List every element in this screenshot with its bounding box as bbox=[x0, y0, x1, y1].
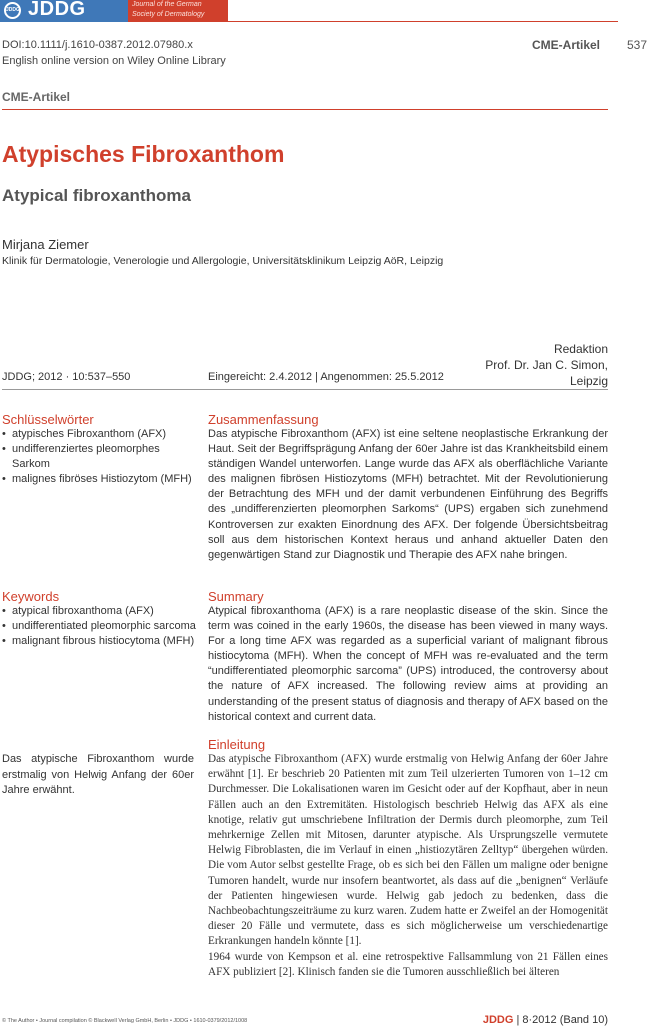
keyword-item: • undifferenziertes pleomorphes Sarkom bbox=[2, 442, 197, 472]
footer-issue: | 8·2012 (Band 10) bbox=[516, 1014, 608, 1026]
masthead-rule bbox=[228, 21, 618, 22]
journal-name-line2: Society of Dermatology bbox=[132, 11, 205, 18]
logo-blue-band bbox=[0, 0, 128, 22]
keywords-de-heading: Schlüsselwörter bbox=[2, 412, 94, 427]
society-seal-icon: JDDG bbox=[4, 2, 21, 19]
author-affiliation: Klinik für Dermatologie, Venerologie und Allergologie, Universitätsklinikum Leipzig AöR, Leipzig bbox=[2, 255, 444, 267]
keywords-en-heading: Keywords bbox=[2, 589, 60, 604]
running-head-category: CME-Artikel bbox=[532, 38, 601, 52]
abstract-en-heading: Summary bbox=[208, 589, 264, 604]
editor-label: Redaktion bbox=[553, 342, 608, 356]
keywords-de bbox=[2, 412, 197, 487]
editor-city: Leipzig bbox=[569, 374, 608, 388]
section-rule bbox=[2, 109, 608, 110]
page-number: 537 bbox=[627, 38, 648, 52]
keyword-item: • undifferentiated pleomorphic sarcoma bbox=[2, 619, 197, 634]
margin-pull-quote: Das atypische Fibroxanthom wurde erstmalig von Helwig Anfang der 60er Jahre erwähnt. bbox=[2, 753, 194, 796]
abstract-de-text: Das atypische Fibroxanthom (AFX) ist eine seltene neoplastische Erkrankung der Haut. Seit der Begriffsprägung Anfang der 60er Jahre ist das Krankheitsbild einem ständigen Wandel unterworfen. Lange wurde das AFX als oberflächliche Variante des malignen fibrösen Histiozytoms (MFH) betrachtet. Mit der Revolutionierung der Betrachtung des MFH und der damit verbundenen Einführung des Begriffs des „undifferenzierten pleomorphen Sarkoms“ (UPS) ergaben sich zunehmend Kontroversen zur exakten Einordnung des AFX. Der folgende Übersichtsbeitrag soll aus dem historischen Kontext heraus und anhand aktueller Daten den gegenwärtigen Stand zur Diagnostik und Therapie des AFX nahe bringen. bbox=[208, 428, 608, 561]
keywords-en-list bbox=[2, 604, 197, 649]
keyword-item: • malignant fibrous histiocytoma (MFH) bbox=[2, 634, 197, 649]
header-divider bbox=[2, 389, 608, 390]
abstract-de bbox=[208, 412, 608, 563]
section-label: CME-Artikel bbox=[2, 90, 71, 104]
footer-copyright: © The Author • Journal compilation © Blackwell Verlag GmbH, Berlin • JDDG • 1610-0379/2012/1008 bbox=[2, 1018, 248, 1024]
journal-masthead bbox=[0, 0, 618, 22]
introduction-heading: Einleitung bbox=[208, 737, 266, 752]
keyword-item: • atypisches Fibroxanthom (AFX) bbox=[2, 427, 197, 442]
keywords-de-list bbox=[2, 427, 197, 487]
introduction-paragraph: Das atypische Fibroxanthom (AFX) wurde erstmalig von Helwig Anfang der 60er Jahre erwähnt [1]. Er beschrieb 20 Patienten mit zum Teil ulzerierten Tumoren von 1–12 cm Durchmesser. Die Lokalisationen waren im Gesicht oder auf der Kopfhaut, aber in neun Fällen auch an den Extremitäten. Histologisch beschrieb Helwig das AFX als eine knotige, relativ gut umschriebene Infiltration der Dermis durch pleomorphe, zum Teil mehrkernige Zellen mit Mitosen, darunter atypische. Als Ursprungszelle vermutete Helwig Fibroblasten, die im Verlauf in einen „histiozytären Zelltyp“ übergehen würden. Die vom Autor selbst gestellte Frage, ob es sich bei den Fällen um maligne oder benigne Tumoren handelt, wurde nur insofern beantwortet, als dass auf die „benignen“ Verläufe der Patienten hingewiesen wurde. Helwig gab jedoch zu bedenken, dass die Nachbeobachtungszeiträume zu kurz waren. Zudem hatte er Zweifel an der Homogenität dieser 20 Fälle und vermutete, dass es sich möglicherweise um verschiedenartige Erkrankungen handeln könnte [1]. bbox=[208, 753, 608, 948]
journal-name-line1: Journal of the German bbox=[132, 1, 202, 8]
abstract-en bbox=[208, 589, 608, 725]
submission-dates: Eingereicht: 2.4.2012 | Angenommen: 25.5.2012 bbox=[208, 371, 444, 383]
article-title: Atypisches Fibroxanthom bbox=[2, 141, 285, 167]
footer-journal: JDDG bbox=[482, 1014, 514, 1026]
editor-block bbox=[485, 341, 608, 389]
introduction-section bbox=[208, 737, 608, 980]
doi-link[interactable]: DOI:10.1111/j.1610-0387.2012.07980.x bbox=[2, 39, 193, 51]
footer-journal-issue bbox=[483, 1014, 608, 1026]
editor-name: Prof. Dr. Jan C. Simon, bbox=[485, 358, 608, 372]
introduction-paragraph: 1964 wurde von Kempson et al. eine retrospektive Fallsammlung von 21 Fällen eines AFX publiziert [2]. Klinisch fanden sie die Tumoren ausschließlich bei älteren bbox=[208, 950, 608, 978]
keyword-item: • atypical fibroxanthoma (AFX) bbox=[2, 604, 197, 619]
keyword-item: • malignes fibröses Histiozytom (MFH) bbox=[2, 472, 197, 487]
journal-abbreviation: JDDG bbox=[28, 0, 86, 20]
abstract-en-text: Atypical fibroxanthoma (AFX) is a rare neoplastic disease of the skin. Since the term was coined in the early 1960s, the disease has been viewed in many ways. For a long time AFX was regarded as a superficial variant of malignant fibrous histiocytoma (MFH). When the concept of MFH was re-evaluated and the term “undifferentiated pleomorphic sarcoma” (UPS) introduced, the controversy about the nature of AFX increased. The following review aims at providing an understanding of the present status of diagnosis and therapy of AFX based on the historical context and current data. bbox=[208, 605, 608, 723]
logo-red-band bbox=[128, 0, 228, 22]
author-name: Mirjana Ziemer bbox=[2, 237, 89, 252]
keywords-en bbox=[2, 589, 197, 649]
abstract-de-heading: Zusammenfassung bbox=[208, 412, 319, 427]
online-version-note: English online version on Wiley Online Library bbox=[2, 55, 226, 67]
article-subtitle: Atypical fibroxanthoma bbox=[2, 186, 191, 205]
citation-line: JDDG; 2012 · 10:537–550 bbox=[2, 371, 131, 383]
